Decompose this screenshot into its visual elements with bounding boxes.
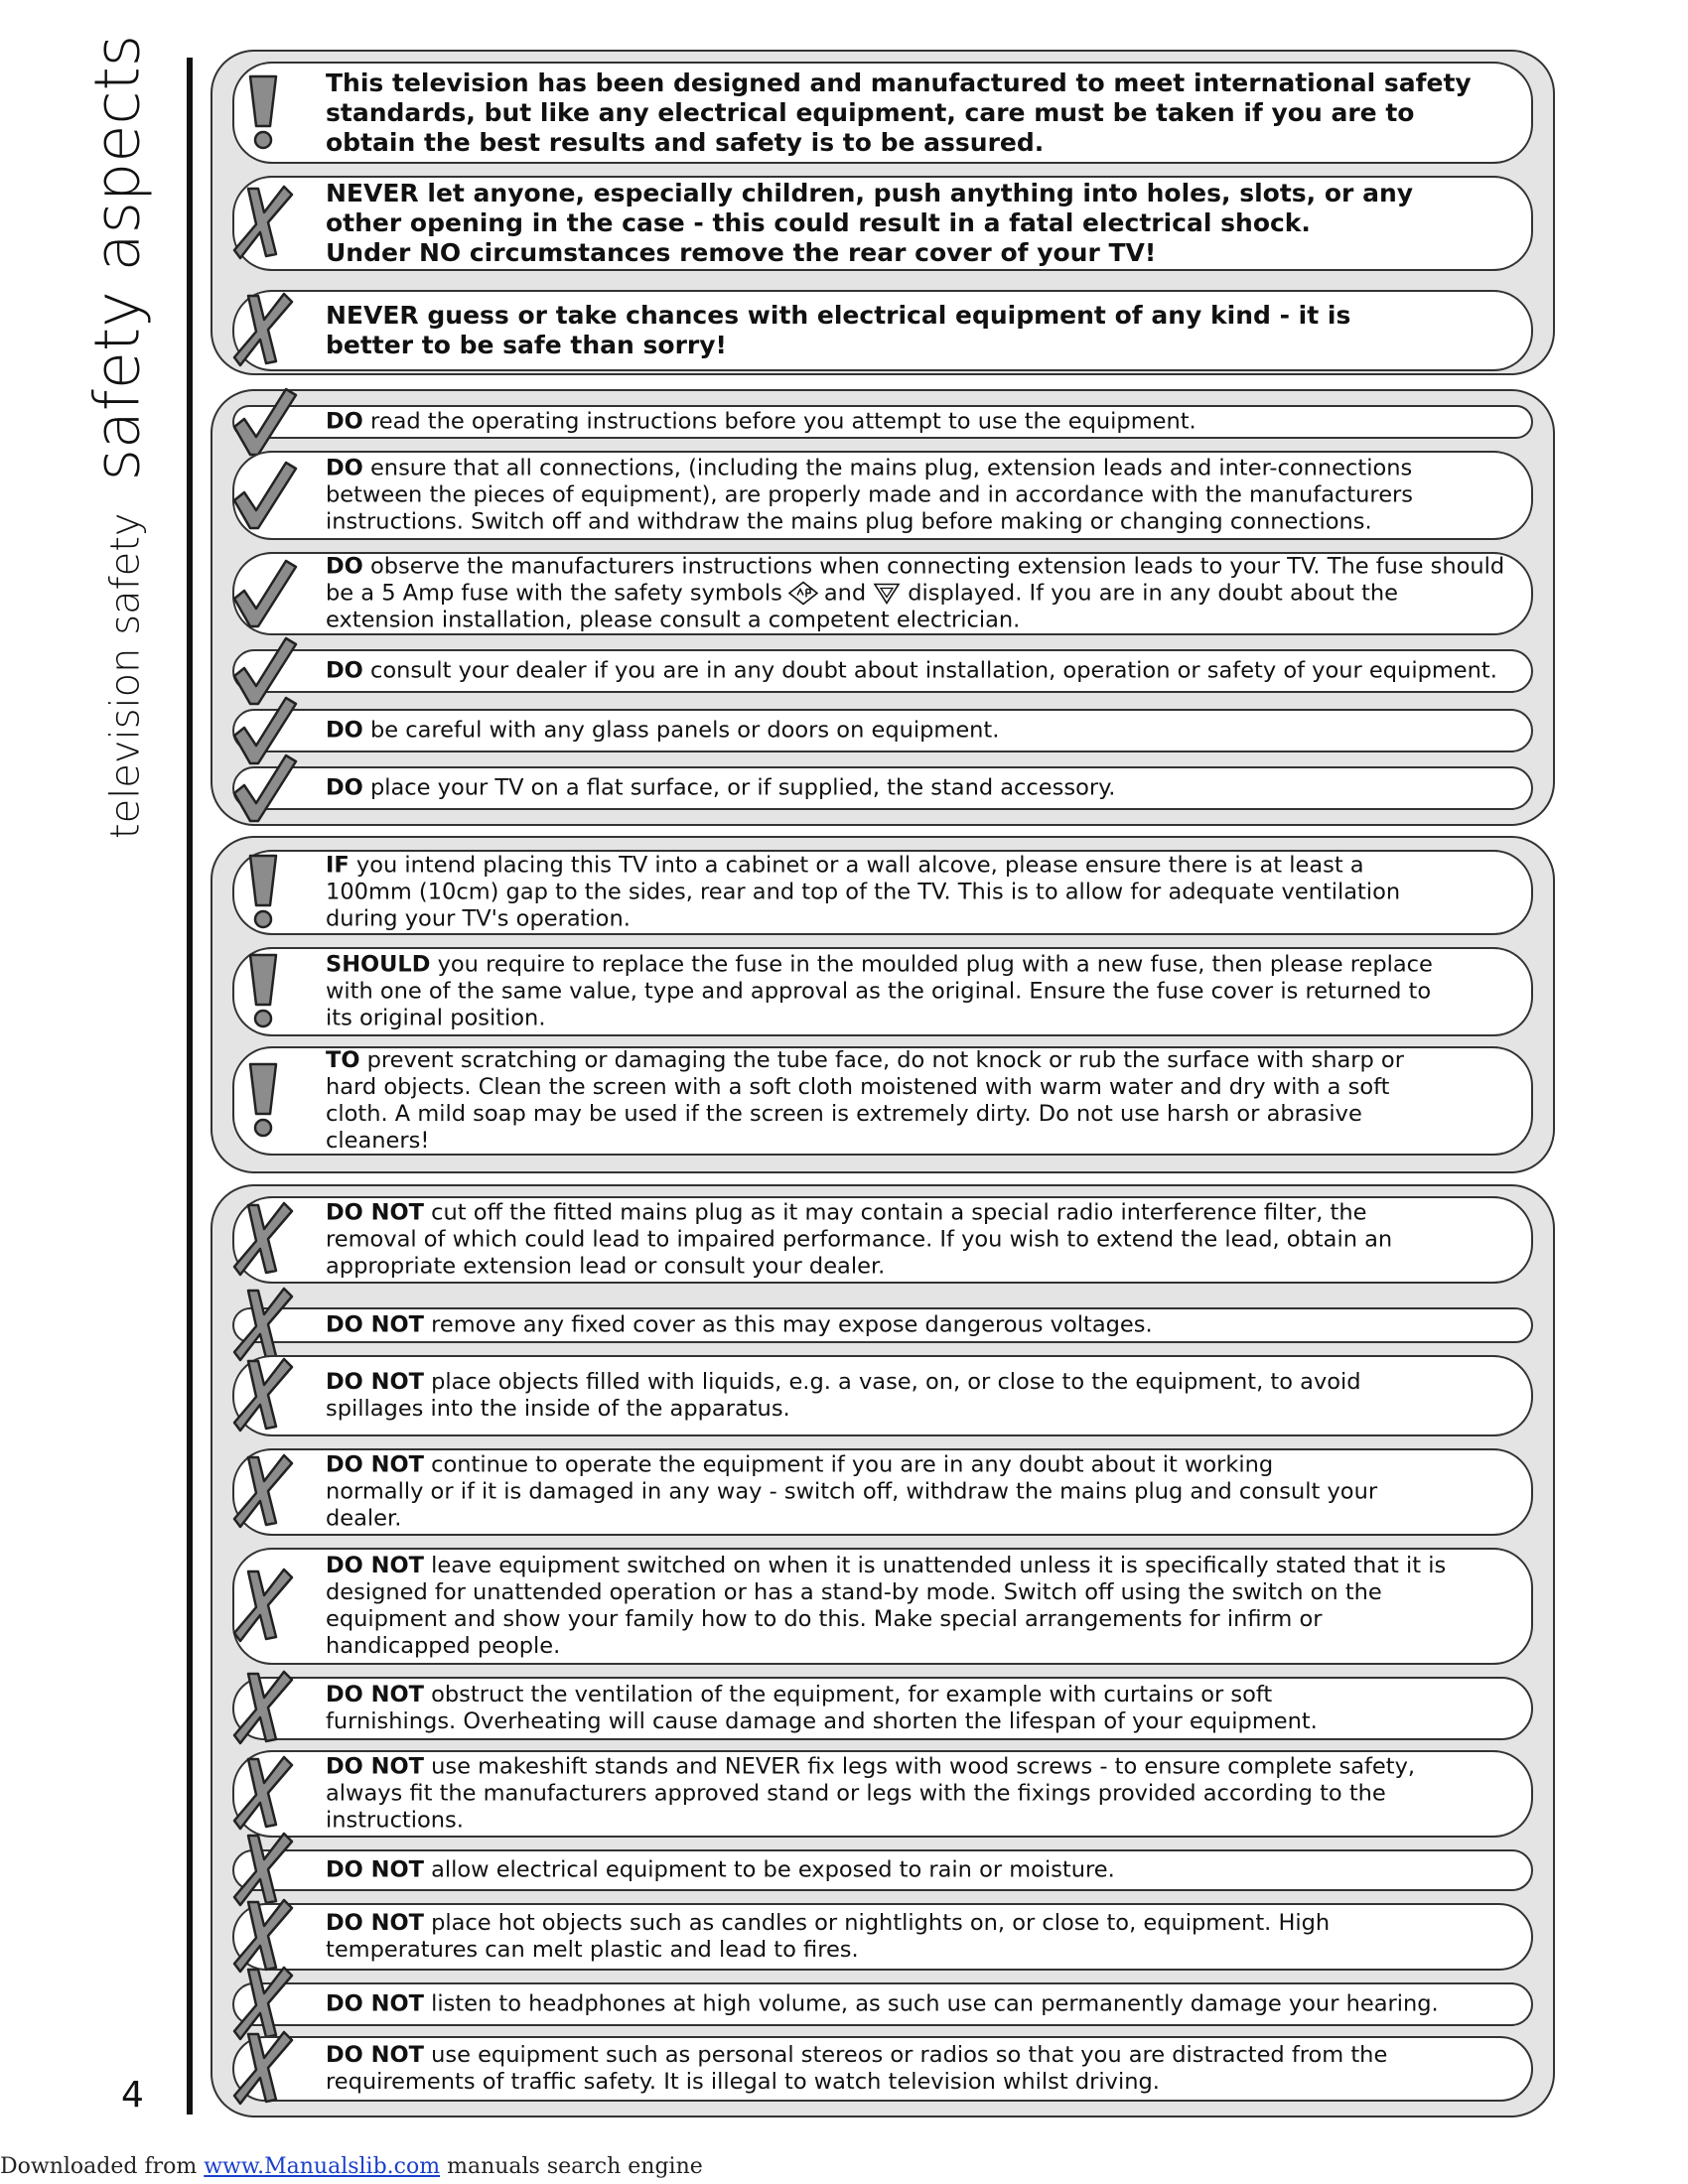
side-title	[80, 34, 154, 840]
cross-icon	[228, 1753, 300, 1835]
safety-item	[232, 649, 1533, 693]
text-line: place your TV on a flat surface, or if supplied, the stand accessory.	[362, 774, 1116, 801]
text-line: place objects filled with liquids, e.g. a vase, on, or close to the equipment, to avoid	[423, 1369, 1361, 1395]
keyword: IF	[326, 852, 350, 879]
safety-item	[232, 451, 1533, 540]
text-line: use makeshift stands and NEVER fix legs with wood screws - to ensure complete safety,	[423, 1753, 1416, 1780]
safety-item	[232, 1355, 1533, 1436]
text-line: and	[823, 580, 867, 607]
keyword: DO	[326, 553, 363, 580]
safety-text	[326, 718, 1505, 745]
safety-text	[326, 1857, 1505, 1884]
keyword: DO	[326, 774, 363, 801]
text-line: be a 5 Amp fuse with the safety symbols	[326, 580, 782, 607]
text-line: observe the manufacturers instructions when connecting extension leads to your TV. The fuse should	[362, 553, 1505, 580]
text-line: hard objects. Clean the screen with a soft cloth moistened with warm water and dry with a soft	[326, 1074, 1390, 1100]
text-line: designed for unattended operation or has a stand-by mode. Switch off using the switch on the	[326, 1579, 1382, 1605]
text-line: Under NO circumstances remove the rear cover of your TV!	[326, 238, 1157, 267]
text-line: requirements of traffic safety. It is illegal to watch television whilst driving.	[326, 2069, 1160, 2095]
text-line: continue to operate the equipment if you are in any doubt about it working	[423, 1451, 1274, 1478]
keyword: DO NOT	[326, 1553, 424, 1578]
safety-text	[326, 1991, 1505, 2018]
text-line: standards, but like any electrical equipment, care must be taken if you are to	[326, 97, 1415, 127]
keyword: DO NOT	[326, 1451, 424, 1478]
text-line: during your TV's operation.	[326, 905, 631, 932]
cross-icon	[228, 1566, 300, 1647]
text-line: instructions.	[326, 1807, 464, 1834]
safety-item	[232, 1196, 1533, 1284]
safety-text	[326, 1200, 1505, 1281]
safety-text	[326, 1553, 1505, 1660]
text-line: other opening in the case - this could result in a fatal electrical shock.	[326, 208, 1311, 237]
text-line: use equipment such as personal stereos or radios so that you are distracted from the	[423, 2042, 1388, 2068]
text-line: remove any fixed cover as this may expose dangerous voltages.	[423, 1311, 1153, 1338]
safety-item	[232, 1307, 1533, 1343]
safety-item	[232, 1982, 1533, 2026]
safety-text	[326, 952, 1505, 1032]
safety-item	[232, 1750, 1533, 1838]
keyword: TO	[326, 1047, 360, 1073]
safety-item	[232, 1849, 1533, 1891]
text-line: handicapped people.	[326, 1633, 561, 1659]
cross-icon	[228, 1668, 300, 1749]
safety-item	[232, 552, 1533, 635]
text-line: cleaners!	[326, 1128, 430, 1154]
text-line: ensure that all connections, (including the mains plug, extension leads and inter-connections	[362, 455, 1413, 481]
text-line: you require to replace the fuse in the moulded plug with a new fuse, then please replace	[430, 951, 1433, 978]
exclamation-icon	[228, 852, 300, 933]
cross-icon	[228, 290, 300, 371]
text-line: temperatures can melt plastic and lead to fires.	[326, 1937, 859, 1963]
keyword: DO	[326, 657, 363, 684]
check-icon	[228, 455, 300, 536]
cross-icon	[228, 1285, 300, 1366]
safety-text	[326, 1047, 1505, 1155]
keyword: DO	[326, 455, 363, 481]
cross-icon	[228, 2028, 300, 2110]
safety-text	[326, 1312, 1505, 1339]
text-line: with one of the same value, type and approval as the original. Ensure the fuse cover is returned to	[326, 978, 1432, 1005]
bsi-asta-symbol-icon	[788, 582, 818, 606]
text-line: spillages into the inside of the apparatus.	[326, 1396, 790, 1422]
safety-group-2	[211, 389, 1555, 826]
safety-text	[326, 1369, 1505, 1423]
text-line: normally or if it is damaged in any way - switch off, withdraw the mains plug and consult your	[326, 1478, 1378, 1505]
check-icon	[228, 553, 300, 634]
safety-text	[326, 1754, 1505, 1835]
cross-icon	[228, 1451, 300, 1533]
safety-text	[326, 68, 1505, 158]
safety-item	[232, 709, 1533, 752]
footer	[0, 2154, 703, 2179]
text-line: extension installation, please consult a competent electrician.	[326, 607, 1021, 633]
safety-item	[232, 1903, 1533, 1971]
safety-item	[232, 1677, 1533, 1740]
check-icon	[228, 748, 300, 829]
text-line: NEVER let anyone, especially children, push anything into holes, slots, or any	[326, 179, 1414, 207]
page-number: 4	[121, 2075, 144, 2116]
exclamation-icon	[228, 72, 300, 154]
bsi-kitemark-symbol-icon	[872, 582, 902, 606]
safety-text	[326, 853, 1505, 933]
safety-text	[326, 1452, 1505, 1533]
keyword: DO	[326, 717, 363, 744]
text-line: read the operating instructions before you attempt to use the equipment.	[362, 408, 1196, 435]
side-label-television-safety: television safety	[102, 512, 149, 840]
safety-text	[326, 301, 1505, 360]
text-line: NEVER guess or take chances with electrical equipment of any kind - it is	[326, 301, 1351, 330]
safety-item	[232, 1548, 1533, 1665]
text-line: between the pieces of equipment), are properly made and in accordance with the manufacturers	[326, 481, 1414, 508]
safety-group-1	[211, 50, 1555, 375]
keyword: DO NOT	[326, 1990, 424, 2017]
text-line: displayed. If you are in any doubt about the	[908, 580, 1398, 607]
safety-text	[326, 1910, 1505, 1964]
text-line: leave equipment switched on when it is unattended unless it is specifically stated that it is	[423, 1553, 1447, 1578]
text-line: prevent scratching or damaging the tube face, do not knock or rub the surface with sharp or	[359, 1047, 1404, 1073]
safety-text	[326, 554, 1505, 634]
text-line: obtain the best results and safety is to be assured.	[326, 127, 1045, 157]
text-line: place hot objects such as candles or nightlights on, or close to, equipment. High	[423, 1910, 1331, 1936]
safety-item	[232, 405, 1533, 439]
text-line: appropriate extension lead or consult your dealer.	[326, 1253, 886, 1280]
safety-item	[232, 62, 1533, 164]
text-line: cloth. A mild soap may be used if the screen is extremely dirty. Do not use harsh or abrasive	[326, 1101, 1362, 1127]
safety-text	[326, 658, 1505, 685]
manualslib-link[interactable]: www.Manualslib.com	[204, 2154, 441, 2179]
safety-item	[232, 1046, 1533, 1156]
text-line: better to be safe than sorry!	[326, 331, 727, 359]
safety-text	[326, 2042, 1505, 2096]
text-line: furnishings. Overheating will cause damage and shorten the lifespan of your equipment.	[326, 1708, 1318, 1734]
text-line: equipment and show your family how to do this. Make special arrangements for infirm or	[326, 1606, 1323, 1632]
cross-icon	[228, 183, 300, 264]
safety-item	[232, 850, 1533, 935]
safety-group-3	[211, 836, 1555, 1173]
text-line: be careful with any glass panels or doors on equipment.	[362, 717, 1000, 744]
keyword: DO NOT	[326, 2042, 424, 2068]
text-line: always fit the manufacturers approved stand or legs with the fixings provided according to the	[326, 1780, 1386, 1807]
safety-item	[232, 290, 1533, 371]
text-line: instructions. Switch off and withdraw the mains plug before making or changing connections.	[326, 508, 1372, 535]
text-line: 100mm (10cm) gap to the sides, rear and top of the TV. This is to allow for adequate ventilation	[326, 879, 1401, 905]
keyword: DO NOT	[326, 1856, 424, 1883]
cross-icon	[228, 1199, 300, 1281]
safety-item	[232, 766, 1533, 810]
keyword: SHOULD	[326, 951, 431, 978]
safety-text	[326, 456, 1505, 536]
keyword: DO NOT	[326, 1910, 424, 1936]
safety-item	[232, 947, 1533, 1036]
side-label-safety-aspects: safety aspects	[80, 34, 154, 481]
safety-item	[232, 2036, 1533, 2102]
safety-text	[326, 179, 1505, 268]
text-line: This television has been designed and manufactured to meet international safety	[326, 68, 1472, 97]
safety-text	[326, 1682, 1505, 1735]
safety-group-4	[211, 1184, 1555, 2117]
exclamation-icon	[228, 1060, 300, 1142]
keyword: DO NOT	[326, 1199, 424, 1226]
safety-item	[232, 176, 1533, 271]
text-line: listen to headphones at high volume, as such use can permanently damage your hearing.	[423, 1990, 1439, 2017]
text-line: consult your dealer if you are in any doubt about installation, operation or safety of your equipment.	[362, 657, 1497, 684]
text-line: its original position.	[326, 1005, 546, 1031]
keyword: DO NOT	[326, 1369, 424, 1395]
text-line: removal of which could lead to impaired performance. If you wish to extend the lead, obtain an	[326, 1226, 1393, 1253]
exclamation-icon	[228, 951, 300, 1032]
text-line: you intend placing this TV into a cabinet or a wall alcove, please ensure there is at least a	[349, 852, 1364, 879]
text-line: obstruct the ventilation of the equipment, for example with curtains or soft	[423, 1682, 1273, 1707]
keyword: DO NOT	[326, 1682, 424, 1707]
safety-text	[326, 775, 1505, 802]
text-line: cut off the fitted mains plug as it may contain a special radio interference filter, the	[423, 1199, 1367, 1226]
keyword: DO NOT	[326, 1753, 424, 1780]
footer-suffix: manuals search engine	[440, 2154, 703, 2179]
text-line: allow electrical equipment to be exposed to rain or moisture.	[423, 1856, 1115, 1883]
cross-icon	[228, 1355, 300, 1436]
keyword: DO	[326, 408, 363, 435]
text-line: dealer.	[326, 1505, 402, 1532]
vertical-divider	[187, 58, 193, 2115]
footer-prefix: Downloaded from	[0, 2154, 205, 2179]
safety-text	[326, 409, 1505, 436]
safety-item	[232, 1448, 1533, 1536]
keyword: DO NOT	[326, 1311, 424, 1338]
